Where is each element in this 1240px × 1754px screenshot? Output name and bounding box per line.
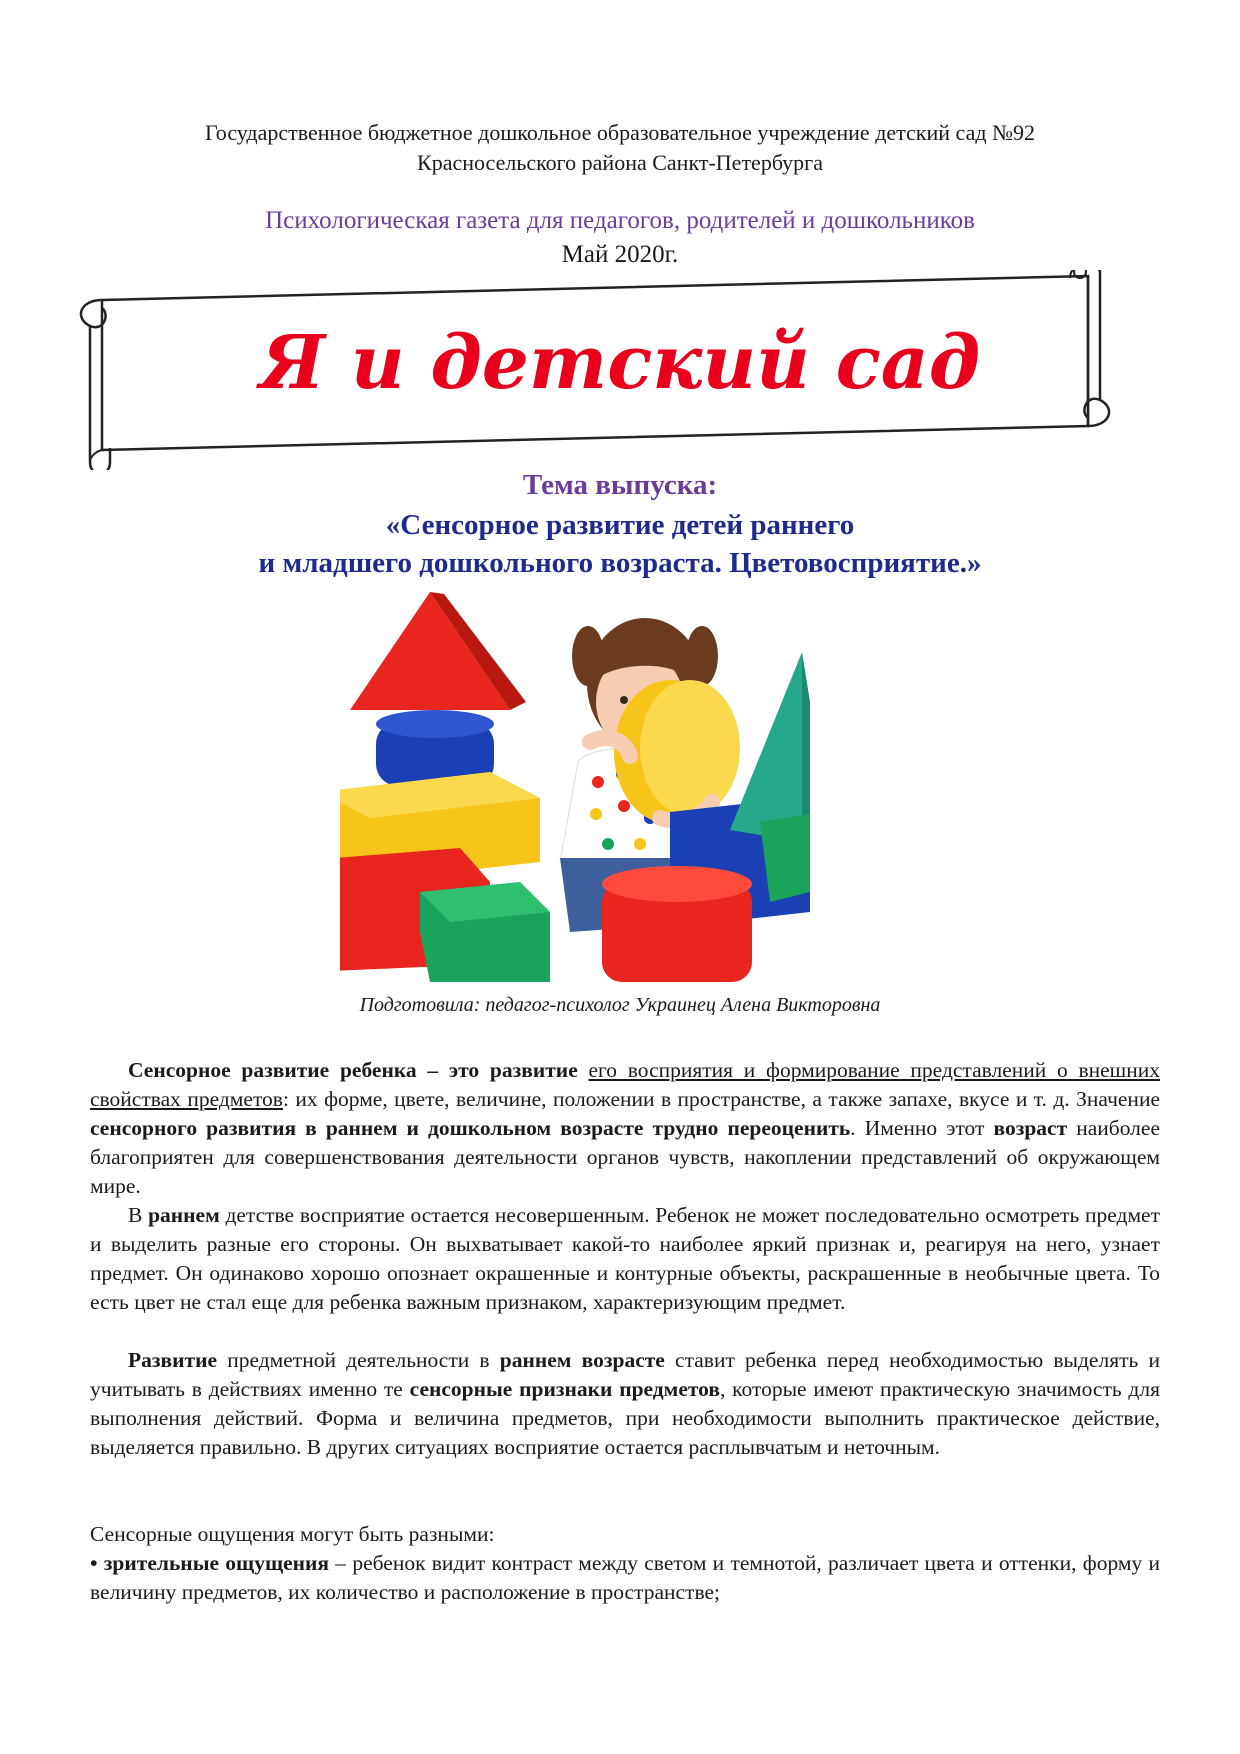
organization-line-2: Красносельского района Санкт-Петербурга: [417, 150, 823, 175]
issue-theme-line-2: и младшего дошкольного возраста. Цветовосприятие.»: [258, 547, 982, 579]
paragraph-1: [90, 1056, 1160, 1201]
p3-bold-2: раннем возрасте: [499, 1348, 665, 1372]
p1-text-1: [578, 1058, 589, 1082]
p3-text-2: ставит ребенка перед необходимостью выделять и учитывать в действиях именно те: [90, 1348, 1160, 1401]
p3-text-3: , которые имеют практическую значимость для выполнения действий. Форма и величина предметов, при необходимости выполнить практическое действие, выделяется правильно. В других ситуациях восприятие остается расплывчатым и неточным.: [90, 1377, 1160, 1459]
p1-underlined: его восприятия и формирование представлений о внешних свойствах предметов: [90, 1058, 1161, 1111]
p1-bold-1: Сенсорное развитие ребенка – это развитие: [128, 1058, 578, 1082]
bullet-visual-sensations: [90, 1549, 1160, 1607]
organization-name: [0, 118, 1240, 178]
child-with-blocks-image: [340, 592, 906, 982]
issue-theme-label: Тема выпуска:: [522, 469, 718, 501]
p3-bold-3: сенсорные признаки предметов: [409, 1377, 720, 1401]
p1-text-2: : их форме, цвете, величине, положении в пространстве, а также запахе, вкусе и т. д. Значение: [282, 1087, 1160, 1111]
p5-bold-1: • зрительные ощущения: [90, 1551, 330, 1575]
p1-bold-2: сенсорного развития в раннем и дошкольном возрасте трудно переоценить: [90, 1116, 851, 1140]
organization-line-1: Государственное бюджетное дошкольное образовательное учреждение детский сад №92: [204, 120, 1036, 145]
issue-date: Май 2020г.: [561, 241, 679, 268]
p3-bold-1: Развитие: [128, 1348, 218, 1372]
p2-text-2: детстве восприятие остается несовершенным. Ребенок не может последовательно осмотреть предмет и выделить разные его стороны. Он выхватывает какой-то наиболее яркий признак и, реагируя на него, узнает предмет. Он одинаково хорошо опознает окрашенные и контурные объекты, раскрашенные в необычные цвета. То есть цвет не стал еще для ребенка важным признаком, характеризующим предмет.: [90, 1203, 1160, 1314]
p5-text-1: – ребенок видит контраст между светом и темнотой, различает цвета и оттенки, форму и величину предметов, их количество и расположение в пространстве;: [90, 1551, 1160, 1604]
newspaper-subtitle: Психологическая газета для педагогов, родителей и дошкольников: [265, 207, 975, 234]
p2-text-1: В: [128, 1203, 149, 1227]
p1-text-3: . Именно этот: [850, 1116, 994, 1140]
p1-bold-3: возраст: [993, 1116, 1068, 1140]
green-triangle-block: [730, 652, 802, 842]
author-caption: Подготовила: педагог-психолог Украинец Алена Викторовна: [359, 994, 881, 1016]
p2-bold-1: раннем: [148, 1203, 220, 1227]
p1-text-4: наиболее благоприятен для совершенствования деятельности органов чувств, накоплении представлений об окружающем мире.: [90, 1116, 1160, 1198]
issue-theme-line-1: «Сенсорное развитие детей раннего: [385, 509, 855, 541]
newspaper-title: Я и детский сад: [259, 320, 981, 406]
paragraph-3: [90, 1346, 1160, 1462]
paragraph-4: [90, 1520, 1160, 1549]
p3-text-1: предметной деятельности в: [217, 1348, 500, 1372]
paragraph-2: [90, 1201, 1160, 1317]
p4-text: Сенсорные ощущения могут быть разными:: [90, 1522, 495, 1546]
